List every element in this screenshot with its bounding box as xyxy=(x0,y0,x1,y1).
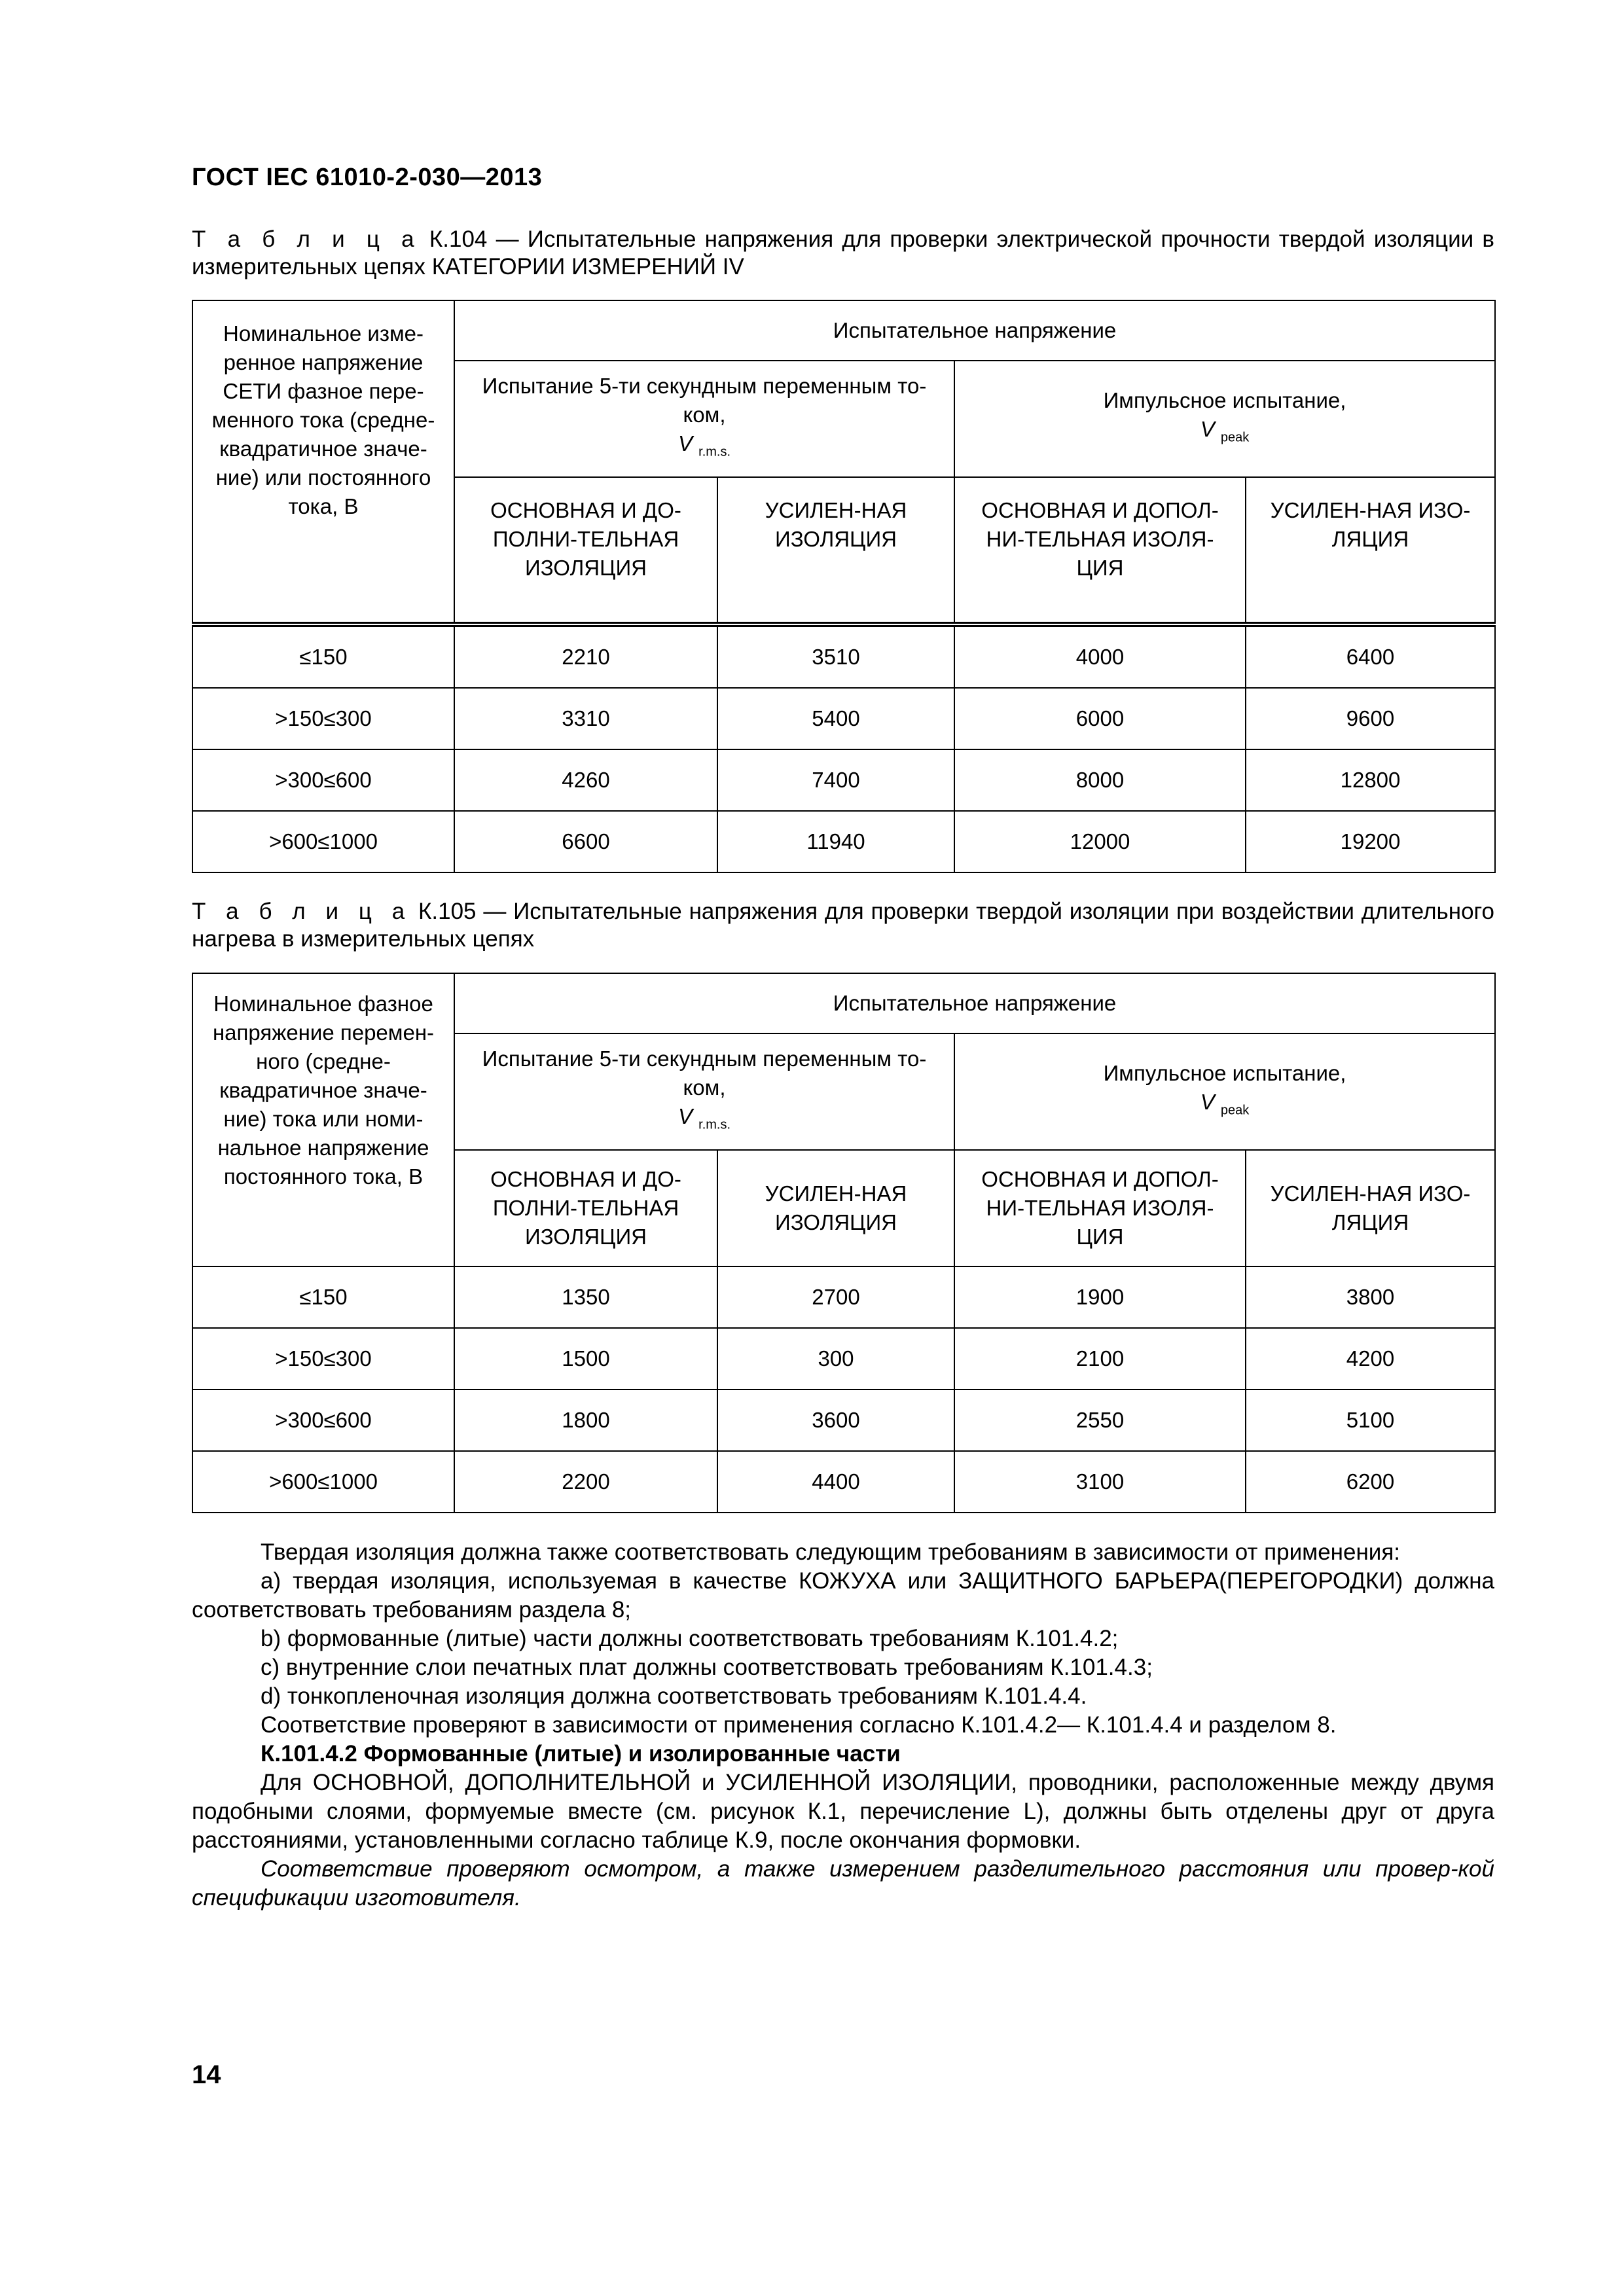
table-cell: 3510 xyxy=(717,624,954,688)
table1-basic-impulse-header: ОСНОВНАЯ И ДОПОЛ-НИ-ТЕЛЬНАЯ ИЗОЛЯ-ЦИЯ xyxy=(954,477,1246,624)
table2-basic-ac-header: ОСНОВНАЯ И ДО-ПОЛНИ-ТЕЛЬНАЯ ИЗОЛЯЦИЯ xyxy=(454,1150,717,1266)
body-text xyxy=(192,1538,1494,1912)
table2-caption-text: К.105 — Испытательные напряжения для проверки твердой изоляции при воздействии длительного нагрева в измерительных цепях xyxy=(192,899,1494,952)
table2-reinforced-impulse-header: УСИЛЕН-НАЯ ИЗО-ЛЯЦИЯ xyxy=(1246,1150,1495,1266)
paragraph: Соответствие проверяют осмотром, а также измерением разделительного расстояния или провер-кой спецификации изготовителя. xyxy=(192,1856,1494,1910)
table-cell: 6600 xyxy=(454,811,717,872)
table-cell: 3600 xyxy=(717,1390,954,1451)
table1-basic-ac-header: ОСНОВНАЯ И ДО-ПОЛНИ-ТЕЛЬНАЯ ИЗОЛЯЦИЯ xyxy=(454,477,717,624)
table-cell: 2200 xyxy=(454,1451,717,1513)
paragraph: Соответствие проверяют в зависимости от применения согласно К.101.4.2— К.101.4.4 и разделом 8. xyxy=(261,1712,1337,1738)
table-row xyxy=(192,749,1495,811)
table-cell: ≤150 xyxy=(192,1266,454,1328)
table-cell: 7400 xyxy=(717,749,954,811)
table-row xyxy=(192,1451,1495,1513)
table1 xyxy=(192,300,1496,873)
table-row xyxy=(192,688,1495,749)
list-item: c) внутренние слои печатных плат должны соответствовать требованиям К.101.4.3; xyxy=(261,1655,1153,1680)
table-cell: 6200 xyxy=(1246,1451,1495,1513)
table-cell: 4260 xyxy=(454,749,717,811)
table-cell: 11940 xyxy=(717,811,954,872)
table-cell: >600≤1000 xyxy=(192,1451,454,1513)
table-cell: 5100 xyxy=(1246,1390,1495,1451)
table2 xyxy=(192,973,1496,1513)
table1-caption-text: К.104 — Испытательные напряжения для проверки электрической прочности твердой изоляции в измерительных цепях КАТЕГОРИИ ИЗМЕРЕНИЙ IV xyxy=(192,226,1494,279)
table-cell: 19200 xyxy=(1246,811,1495,872)
table-cell: 2100 xyxy=(954,1328,1246,1390)
table-cell: >150≤300 xyxy=(192,688,454,749)
table-row xyxy=(192,1328,1495,1390)
table-cell: 3100 xyxy=(954,1451,1246,1513)
list-item: d) тонкопленочная изоляция должна соответствовать требованиям К.101.4.4. xyxy=(261,1683,1087,1709)
table-cell: 3800 xyxy=(1246,1266,1495,1328)
table2-basic-impulse-header: ОСНОВНАЯ И ДОПОЛ-НИ-ТЕЛЬНАЯ ИЗОЛЯ-ЦИЯ xyxy=(954,1150,1246,1266)
table-cell: 300 xyxy=(717,1328,954,1390)
list-item: b) формованные (литые) части должны соответствовать требованиям К.101.4.2; xyxy=(261,1626,1119,1651)
table1-impulse-test-header: Импульсное испытание, V $_{peak}$ xyxy=(954,361,1495,477)
table-row xyxy=(192,1266,1495,1328)
table-cell: 1800 xyxy=(454,1390,717,1451)
table-cell: 3310 xyxy=(454,688,717,749)
table-cell: 4000 xyxy=(954,624,1246,688)
table1-voltage-header: Номинальное изме-ренное напряжение СЕТИ фазное пере-менного тока (средне-квадратичное значе-ние) или постоянного тока, В xyxy=(192,300,454,624)
table-cell: >300≤600 xyxy=(192,1390,454,1451)
table1-caption-prefix: Т а б л и ц а xyxy=(192,226,421,252)
table-cell: 1500 xyxy=(454,1328,717,1390)
table-cell: 6000 xyxy=(954,688,1246,749)
table-cell: 12000 xyxy=(954,811,1246,872)
table2-impulse-test-header: Импульсное испытание, V $_{peak}$ xyxy=(954,1033,1495,1150)
table-cell: 4400 xyxy=(717,1451,954,1513)
table1-reinforced-ac-header: УСИЛЕН-НАЯ ИЗОЛЯЦИЯ xyxy=(717,477,954,624)
table1-test-voltage-header: Испытательное напряжение xyxy=(454,300,1495,361)
page-number: 14 xyxy=(192,2060,221,2089)
table-cell: 2700 xyxy=(717,1266,954,1328)
table2-caption xyxy=(192,898,1494,953)
table-cell: 2210 xyxy=(454,624,717,688)
table-cell: 5400 xyxy=(717,688,954,749)
table2-ac-test-header: Испытание 5-ти секундным переменным то-ком, V $_{r.m.s.}$ xyxy=(454,1033,954,1150)
table2-test-voltage-header: Испытательное напряжение xyxy=(454,973,1495,1033)
list-item: a) твердая изоляция, используемая в качестве КОЖУХА или ЗАЩИТНОГО БАРЬЕРА(ПЕРЕГОРОДКИ) должна соответствовать требованиям раздела 8; xyxy=(192,1568,1494,1623)
table-cell: 12800 xyxy=(1246,749,1495,811)
table-cell: 2550 xyxy=(954,1390,1246,1451)
table1-caption xyxy=(192,226,1494,281)
paragraph: Твердая изоляция должна также соответствовать следующим требованиям в зависимости от применения: xyxy=(261,1539,1401,1565)
table-cell: >300≤600 xyxy=(192,749,454,811)
table-cell: 9600 xyxy=(1246,688,1495,749)
section-heading: К.101.4.2 Формованные (литые) и изолированные части xyxy=(261,1741,901,1767)
table1-ac-test-header: Испытание 5-ти секундным переменным то-ком, V $_{r.m.s.}$ xyxy=(454,361,954,477)
table-cell: 6400 xyxy=(1246,624,1495,688)
table2-voltage-header: Номинальное фазное напряжение перемен-ного (средне-квадратичное значе-ние) тока или номи-нальное напряжение постоянного тока, В xyxy=(192,973,454,1266)
table-cell: 1350 xyxy=(454,1266,717,1328)
table-cell: 1900 xyxy=(954,1266,1246,1328)
table2-caption-prefix: Т а б л и ц а xyxy=(192,899,412,924)
table-row xyxy=(192,624,1495,688)
table1-reinforced-impulse-header: УСИЛЕН-НАЯ ИЗО-ЛЯЦИЯ xyxy=(1246,477,1495,624)
table-cell: 8000 xyxy=(954,749,1246,811)
table-cell: ≤150 xyxy=(192,624,454,688)
paragraph: Для ОСНОВНОЙ, ДОПОЛНИТЕЛЬНОЙ и УСИЛЕННОЙ ИЗОЛЯЦИИ, проводники, расположенные между двумя подобными слоями, формуемые вместе (см. рисунок К.1, перечисление L), должны быть отделены друг от друга расстояниями, установленными согласно таблице К.9, после окончания формовки. xyxy=(192,1770,1494,1853)
table-cell: >600≤1000 xyxy=(192,811,454,872)
table-cell: 4200 xyxy=(1246,1328,1495,1390)
table-row xyxy=(192,811,1495,872)
table-cell: >150≤300 xyxy=(192,1328,454,1390)
table2-reinforced-ac-header: УСИЛЕН-НАЯ ИЗОЛЯЦИЯ xyxy=(717,1150,954,1266)
document-header: ГОСТ IEC 61010-2-030—2013 xyxy=(192,164,543,191)
table-row xyxy=(192,1390,1495,1451)
